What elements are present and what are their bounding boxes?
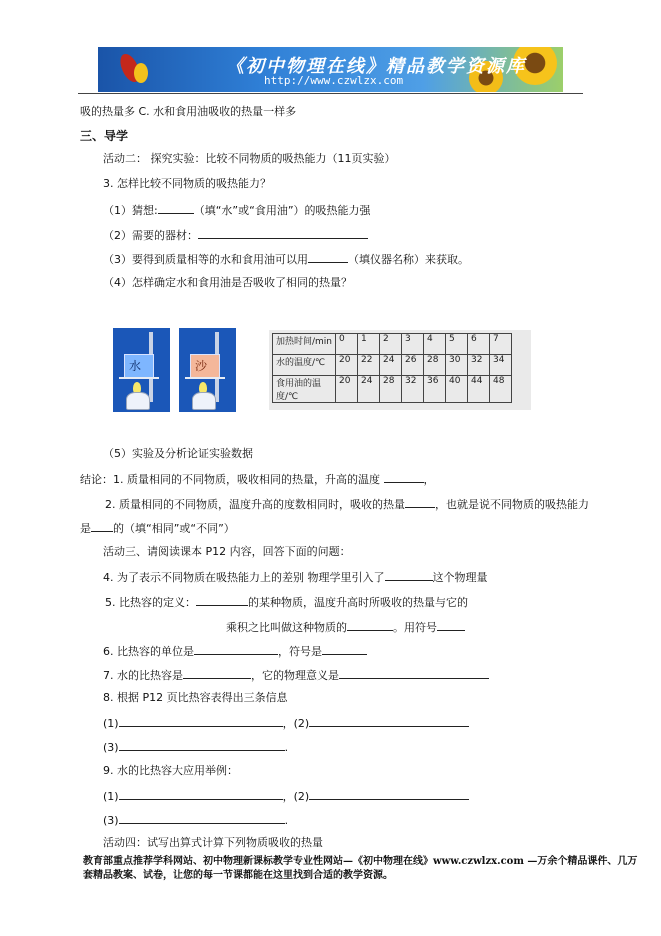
- conclusion-text: 的（填“相同”或“不同”）: [113, 522, 235, 535]
- answer-blank[interactable]: [158, 202, 194, 214]
- activity-heading: 活动四：试写出算式计算下列物质吸收的热量: [103, 836, 323, 849]
- burner-icon: [126, 392, 150, 410]
- table-row-label: 水的温度/℃: [273, 355, 336, 376]
- conclusion-text: ，: [423, 473, 435, 486]
- table-cell: 20: [336, 355, 358, 376]
- conclusion-line: [80, 520, 235, 536]
- answer-blank[interactable]: [308, 251, 348, 263]
- table-cell: 0: [336, 334, 358, 355]
- apparatus-water: [113, 328, 170, 412]
- table-cell: 1: [358, 334, 380, 355]
- table-cell: 2: [380, 334, 402, 355]
- table-row-label: 加热时间/min: [273, 334, 336, 355]
- answer-blank[interactable]: [322, 643, 367, 655]
- answer-blank[interactable]: [339, 667, 489, 679]
- table-cell: 3: [402, 334, 424, 355]
- table-cell: 22: [358, 355, 380, 376]
- conclusion-text: 是: [80, 522, 91, 535]
- answer-blank[interactable]: [119, 715, 283, 727]
- question-text: （1）猜想:: [103, 204, 158, 217]
- table-cell: 7: [490, 334, 512, 355]
- question-text: (1): [103, 790, 119, 803]
- question-text: （5）实验及分析论证实验数据: [103, 447, 253, 460]
- conclusion-line: [105, 496, 589, 512]
- question-text: ，它的物理意义是: [251, 669, 339, 682]
- table-cell: 24: [380, 355, 402, 376]
- table-row: [273, 376, 512, 403]
- answer-blank[interactable]: [405, 496, 435, 508]
- table-cell: 28: [380, 376, 402, 403]
- question-text: (3): [103, 814, 119, 827]
- answer-blank[interactable]: [309, 788, 469, 800]
- answer-blank[interactable]: [91, 520, 113, 532]
- question-text: 。用符号: [393, 621, 437, 634]
- question-text: （3）要得到质量相等的水和食用油可以用: [103, 253, 308, 266]
- question-text: (3): [103, 741, 119, 754]
- question-text: 9. 水的比热容大应用举例：: [103, 764, 238, 777]
- question-text: 乘积之比叫做这种物质的: [226, 621, 347, 634]
- question-text: 7. 水的比热容是: [103, 669, 183, 682]
- question-text: （填“水”或“食用油”）的吸热能力强: [193, 204, 371, 217]
- conclusion-text: 结论：1. 质量相同的不同物质，吸收相同的热量，升高的温度: [80, 473, 380, 486]
- table-cell: 30: [446, 355, 468, 376]
- table-cell: 44: [468, 376, 490, 403]
- question-text: （2）需要的器材：: [103, 229, 198, 242]
- question-text: ，(2): [282, 717, 310, 730]
- table-cell: 34: [490, 355, 512, 376]
- banner-url[interactable]: http://www.czwlzx.com: [264, 74, 404, 87]
- question-text: 的某种物质，温度升高时所吸收的热量与它的: [248, 596, 468, 609]
- conclusion-line: [80, 471, 435, 487]
- answer-blank[interactable]: [183, 667, 251, 679]
- table-cell: 24: [358, 376, 380, 403]
- table-row: [273, 355, 512, 376]
- banner-title: 《初中物理在线》精品教学资源库: [226, 56, 526, 77]
- logo-mark-yellow: [134, 63, 148, 83]
- answer-blank[interactable]: [437, 619, 465, 631]
- answer-blank[interactable]: [119, 812, 285, 824]
- data-table: [272, 333, 512, 403]
- table-cell: 26: [402, 355, 424, 376]
- answer-blank[interactable]: [385, 569, 433, 581]
- question-text: 3. 怎样比较不同物质的吸热能力？: [103, 177, 271, 190]
- answer-blank[interactable]: [198, 227, 368, 239]
- answer-blank[interactable]: [119, 788, 283, 800]
- question-line: [105, 594, 468, 610]
- table-cell: 5: [446, 334, 468, 355]
- table-cell: 48: [490, 376, 512, 403]
- question-text: （4）怎样确定水和食用油是否吸收了相同的热量？: [103, 276, 352, 289]
- table-cell: 40: [446, 376, 468, 403]
- question-text: ，(2): [282, 790, 310, 803]
- beaker-label: 沙: [195, 359, 208, 373]
- table-cell: 32: [468, 355, 490, 376]
- answer-blank[interactable]: [194, 643, 278, 655]
- question-line: [103, 202, 371, 218]
- apparatus-sand: [179, 328, 236, 412]
- question-line: (3) .: [103, 814, 289, 827]
- question-text: (1): [103, 717, 119, 730]
- answer-blank[interactable]: [384, 471, 424, 483]
- table-row: [273, 334, 512, 355]
- question-text: 5. 比热容的定义：: [105, 596, 196, 609]
- table-cell: 6: [468, 334, 490, 355]
- section-title: 三、导学: [80, 129, 129, 143]
- question-line: [103, 569, 488, 585]
- header-divider: [78, 93, 583, 94]
- question-line: [103, 667, 489, 683]
- question-line: [103, 715, 469, 731]
- answer-blank[interactable]: [196, 594, 248, 606]
- footer-note: 教育部重点推荐学科网站、初中物理新课标教学专业性网站—《初中物理在线》www.czwlzx.com —万余个精品课件、几万套精品教案、试卷，让您的每一节课都能在这里找到合适的教学资源。: [83, 856, 638, 881]
- question-text: 4. 为了表示不同物质在吸热能力上的差别 物理学里引入了: [103, 571, 385, 584]
- table-row-label: 食用油的温度/℃: [273, 376, 336, 403]
- question-text: 6. 比热容的单位是: [103, 645, 194, 658]
- table-cell: 4: [424, 334, 446, 355]
- activity-heading: 活动二： 探究实验：比较不同物质的吸热能力（11页实验）: [103, 152, 396, 165]
- activity-heading: 活动三、请阅读课本 P12 内容，回答下面的问题：: [103, 545, 351, 558]
- question-line: [103, 788, 469, 804]
- burner-icon: [192, 392, 216, 410]
- table-cell: 28: [424, 355, 446, 376]
- answer-blank[interactable]: [309, 715, 469, 727]
- question-line: [103, 227, 368, 243]
- table-cell: 20: [336, 376, 358, 403]
- question-text: （填仪器名称）来获取。: [348, 253, 469, 266]
- question-text: ，符号是: [278, 645, 322, 658]
- question-line: [103, 643, 367, 659]
- table-cell: 32: [402, 376, 424, 403]
- question-line: [226, 619, 465, 635]
- question-line: [103, 251, 469, 267]
- question-line: (3) .: [103, 741, 289, 754]
- beaker-label: 水: [129, 359, 142, 373]
- conclusion-text: 2. 质量相同的不同物质，温度升高的度数相同时，吸收的热量: [105, 498, 405, 511]
- table-cell: 36: [424, 376, 446, 403]
- answer-blank[interactable]: [119, 739, 285, 751]
- conclusion-text: ，也就是说不同物质的吸热能力: [435, 498, 589, 511]
- question-text: 这个物理量: [432, 571, 488, 584]
- text-line: 吸的热量多 C. 水和食用油吸收的热量一样多: [80, 105, 297, 118]
- header-banner: [98, 47, 563, 92]
- answer-blank[interactable]: [347, 619, 393, 631]
- question-text: 8. 根据 P12 页比热容表得出三条信息: [103, 691, 288, 704]
